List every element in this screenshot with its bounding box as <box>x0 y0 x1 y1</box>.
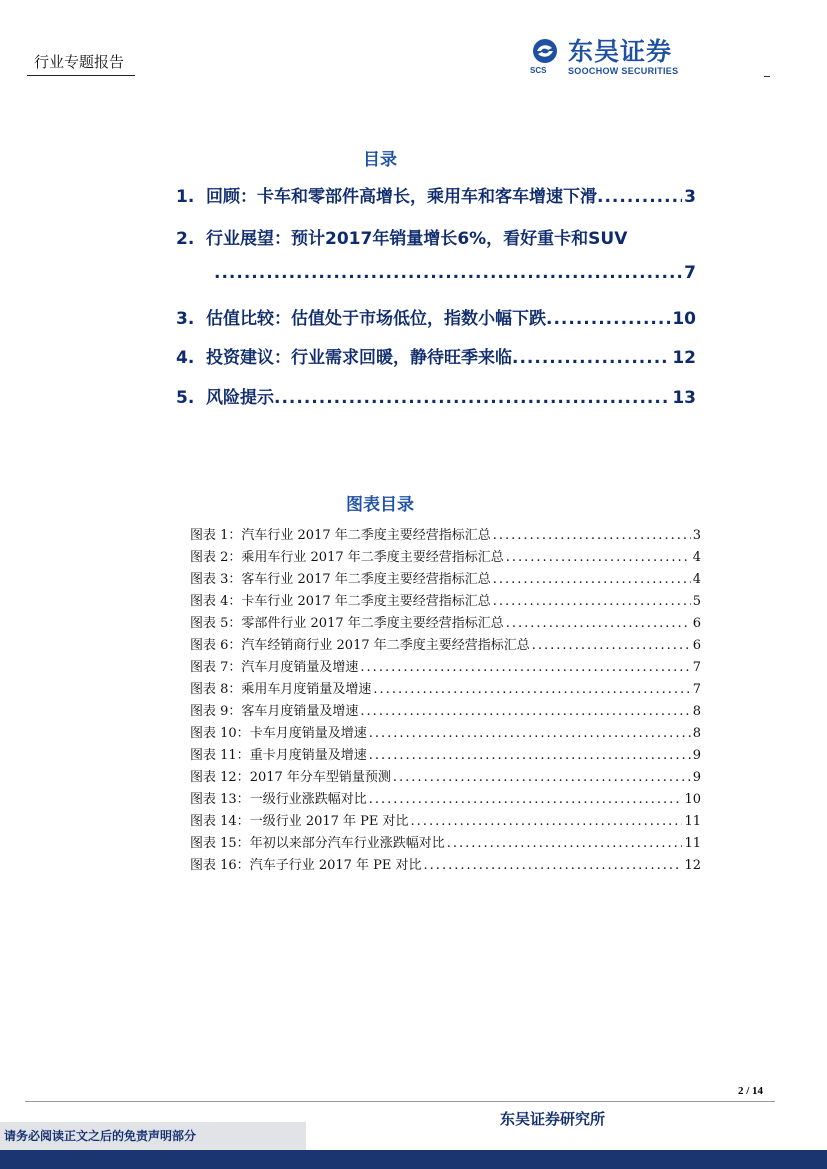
toc-entry-number: 3. <box>176 309 195 329</box>
figure-label: 图表 10： <box>190 726 250 741</box>
figure-label: 图表 13： <box>190 792 250 807</box>
figure-title: 汽车行业 2017 年二季度主要经营指标汇总 <box>241 528 491 543</box>
toc-entry-page: 3 <box>684 187 696 207</box>
footer-organization: 东吴证券研究所 <box>500 1110 606 1128</box>
toc-entry-text: 行业展望：预计2017年销量增长6%，看好重卡和SUV <box>206 229 628 249</box>
figure-entry[interactable] <box>190 634 701 653</box>
figure-page: 3 <box>692 528 701 543</box>
toc-entry-page: 10 <box>672 309 696 329</box>
figure-leader-dots <box>491 572 691 587</box>
figure-label: 图表 12： <box>190 770 250 785</box>
figure-page: 6 <box>692 638 701 653</box>
figure-entry[interactable] <box>190 568 701 587</box>
figure-label: 图表 16： <box>190 858 250 873</box>
toc-leader-dots <box>512 348 670 368</box>
figure-page: 12 <box>684 858 701 873</box>
figure-leader-dots <box>367 748 691 763</box>
figure-title: 乘用车行业 2017 年二季度主要经营指标汇总 <box>241 550 504 565</box>
figure-page: 8 <box>692 704 701 719</box>
figure-title: 年初以来部分汽车行业涨跌幅对比 <box>249 836 445 851</box>
figure-title: 客车行业 2017 年二季度主要经营指标汇总 <box>241 572 491 587</box>
toc-entry-page: 12 <box>672 348 696 368</box>
footer-color-bar <box>0 1150 827 1169</box>
disclaimer-banner[interactable]: 请务必阅读正文之后的免责声明部分 <box>0 1122 306 1150</box>
figure-entry[interactable] <box>190 854 701 873</box>
figure-label: 图表 1： <box>190 528 242 543</box>
figure-label: 图表 2： <box>190 550 242 565</box>
brand-logo <box>528 38 698 78</box>
figure-label: 图表 15： <box>190 836 250 851</box>
toc-leader-dots <box>597 187 682 207</box>
toc-entry[interactable] <box>176 383 696 408</box>
figure-page: 11 <box>684 836 701 851</box>
toc-leader-dots <box>214 263 682 283</box>
figure-leader-dots <box>358 660 690 675</box>
figure-entry[interactable] <box>190 590 701 609</box>
figure-entry[interactable] <box>190 678 701 697</box>
figure-label: 图表 8： <box>190 682 242 697</box>
toc-entry-number: 5. <box>176 388 195 408</box>
figure-title: 卡车行业 2017 年二季度主要经营指标汇总 <box>241 594 491 609</box>
figure-leader-dots <box>504 550 691 565</box>
figure-title: 汽车子行业 2017 年 PE 对比 <box>249 858 422 873</box>
toc-title: 目录 <box>363 150 397 170</box>
figure-leader-dots <box>409 814 683 829</box>
figure-page: 7 <box>692 660 701 675</box>
figure-leader-dots <box>491 528 691 543</box>
brand-name-cn: 东吴证券 <box>568 37 673 66</box>
page-number: 2 / 14 <box>738 1085 764 1097</box>
figure-leader-dots <box>367 726 691 741</box>
figure-label: 图表 3： <box>190 572 242 587</box>
figure-leader-dots <box>391 770 691 785</box>
figure-page: 7 <box>692 682 701 697</box>
toc-entry[interactable] <box>176 224 706 249</box>
brand-abbreviation: SCS <box>530 66 547 75</box>
figure-label: 图表 7： <box>190 660 242 675</box>
figure-page: 6 <box>692 616 701 631</box>
toc-entry-text: 回顾：卡车和零部件高增长，乘用车和客车增速下滑 <box>206 187 597 207</box>
figure-page: 4 <box>692 550 701 565</box>
toc-entry-page: 13 <box>672 388 696 408</box>
figure-title: 汽车经销商行业 2017 年二季度主要经营指标汇总 <box>241 638 530 653</box>
figure-entry[interactable] <box>190 612 701 631</box>
figure-label: 图表 14： <box>190 814 250 829</box>
figure-leader-dots <box>371 682 690 697</box>
figure-title: 客车月度销量及增速 <box>241 704 359 719</box>
figure-entry[interactable] <box>190 546 701 565</box>
figure-label: 图表 5： <box>190 616 242 631</box>
figure-leader-dots <box>530 638 691 653</box>
figure-entry[interactable] <box>190 766 701 785</box>
toc-entry-number: 1. <box>176 187 195 207</box>
figure-title: 重卡月度销量及增速 <box>249 748 367 763</box>
figures-toc-title: 图表目录 <box>346 495 414 515</box>
figure-title: 零部件行业 2017 年二季度主要经营指标汇总 <box>241 616 504 631</box>
figure-entry[interactable] <box>190 656 701 675</box>
figure-title: 2017 年分车型销量预测 <box>249 770 391 785</box>
figure-leader-dots <box>504 616 691 631</box>
figure-entry[interactable] <box>190 744 701 763</box>
figure-page: 9 <box>692 748 701 763</box>
toc-entry[interactable] <box>176 182 696 207</box>
figure-page: 5 <box>692 594 701 609</box>
header-underline <box>27 75 135 76</box>
figure-entry[interactable] <box>190 700 701 719</box>
footer-divider <box>25 1101 775 1102</box>
figure-label: 图表 4： <box>190 594 242 609</box>
corner-mark <box>764 76 770 77</box>
figure-page: 10 <box>684 792 701 807</box>
figure-page: 11 <box>684 814 701 829</box>
toc-entry-text: 估值比较：估值处于市场低位，指数小幅下跌 <box>206 309 546 329</box>
figure-label: 图表 11： <box>190 748 250 763</box>
figure-page: 9 <box>692 770 701 785</box>
figure-title: 一级行业 2017 年 PE 对比 <box>249 814 409 829</box>
figure-leader-dots <box>445 836 683 851</box>
toc-leader-dots <box>546 309 670 329</box>
figure-leader-dots <box>491 594 691 609</box>
figure-title: 一级行业涨跌幅对比 <box>249 792 367 807</box>
toc-entry-text: 风险提示 <box>206 388 274 408</box>
figure-leader-dots <box>358 704 690 719</box>
toc-entry[interactable] <box>176 304 696 329</box>
figure-leader-dots <box>422 858 683 873</box>
figure-entry[interactable] <box>190 810 701 829</box>
toc-entry-number: 4. <box>176 348 195 368</box>
toc-entry-number: 2. <box>176 229 195 249</box>
figure-title: 卡车月度销量及增速 <box>249 726 367 741</box>
brand-name-en: SOOCHOW SECURITIES <box>568 66 679 76</box>
figure-entry[interactable] <box>190 832 701 851</box>
figure-title: 汽车月度销量及增速 <box>241 660 359 675</box>
figure-title: 乘用车月度销量及增速 <box>241 682 372 697</box>
figure-label: 图表 6： <box>190 638 242 653</box>
toc-entry[interactable] <box>176 343 696 368</box>
toc-entry-continuation[interactable] <box>214 263 696 283</box>
toc-leader-dots <box>274 388 670 408</box>
toc-entry-page: 7 <box>684 263 696 283</box>
figure-leader-dots <box>367 792 683 807</box>
figure-entry[interactable] <box>190 722 701 741</box>
figure-entry[interactable] <box>190 524 701 543</box>
figure-label: 图表 9： <box>190 704 242 719</box>
toc-entry-text: 投资建议：行业需求回暖，静待旺季来临 <box>206 348 512 368</box>
report-type-label: 行业专题报告 <box>34 53 125 71</box>
figure-page: 4 <box>692 572 701 587</box>
figure-entry[interactable] <box>190 788 701 807</box>
figure-page: 8 <box>692 726 701 741</box>
